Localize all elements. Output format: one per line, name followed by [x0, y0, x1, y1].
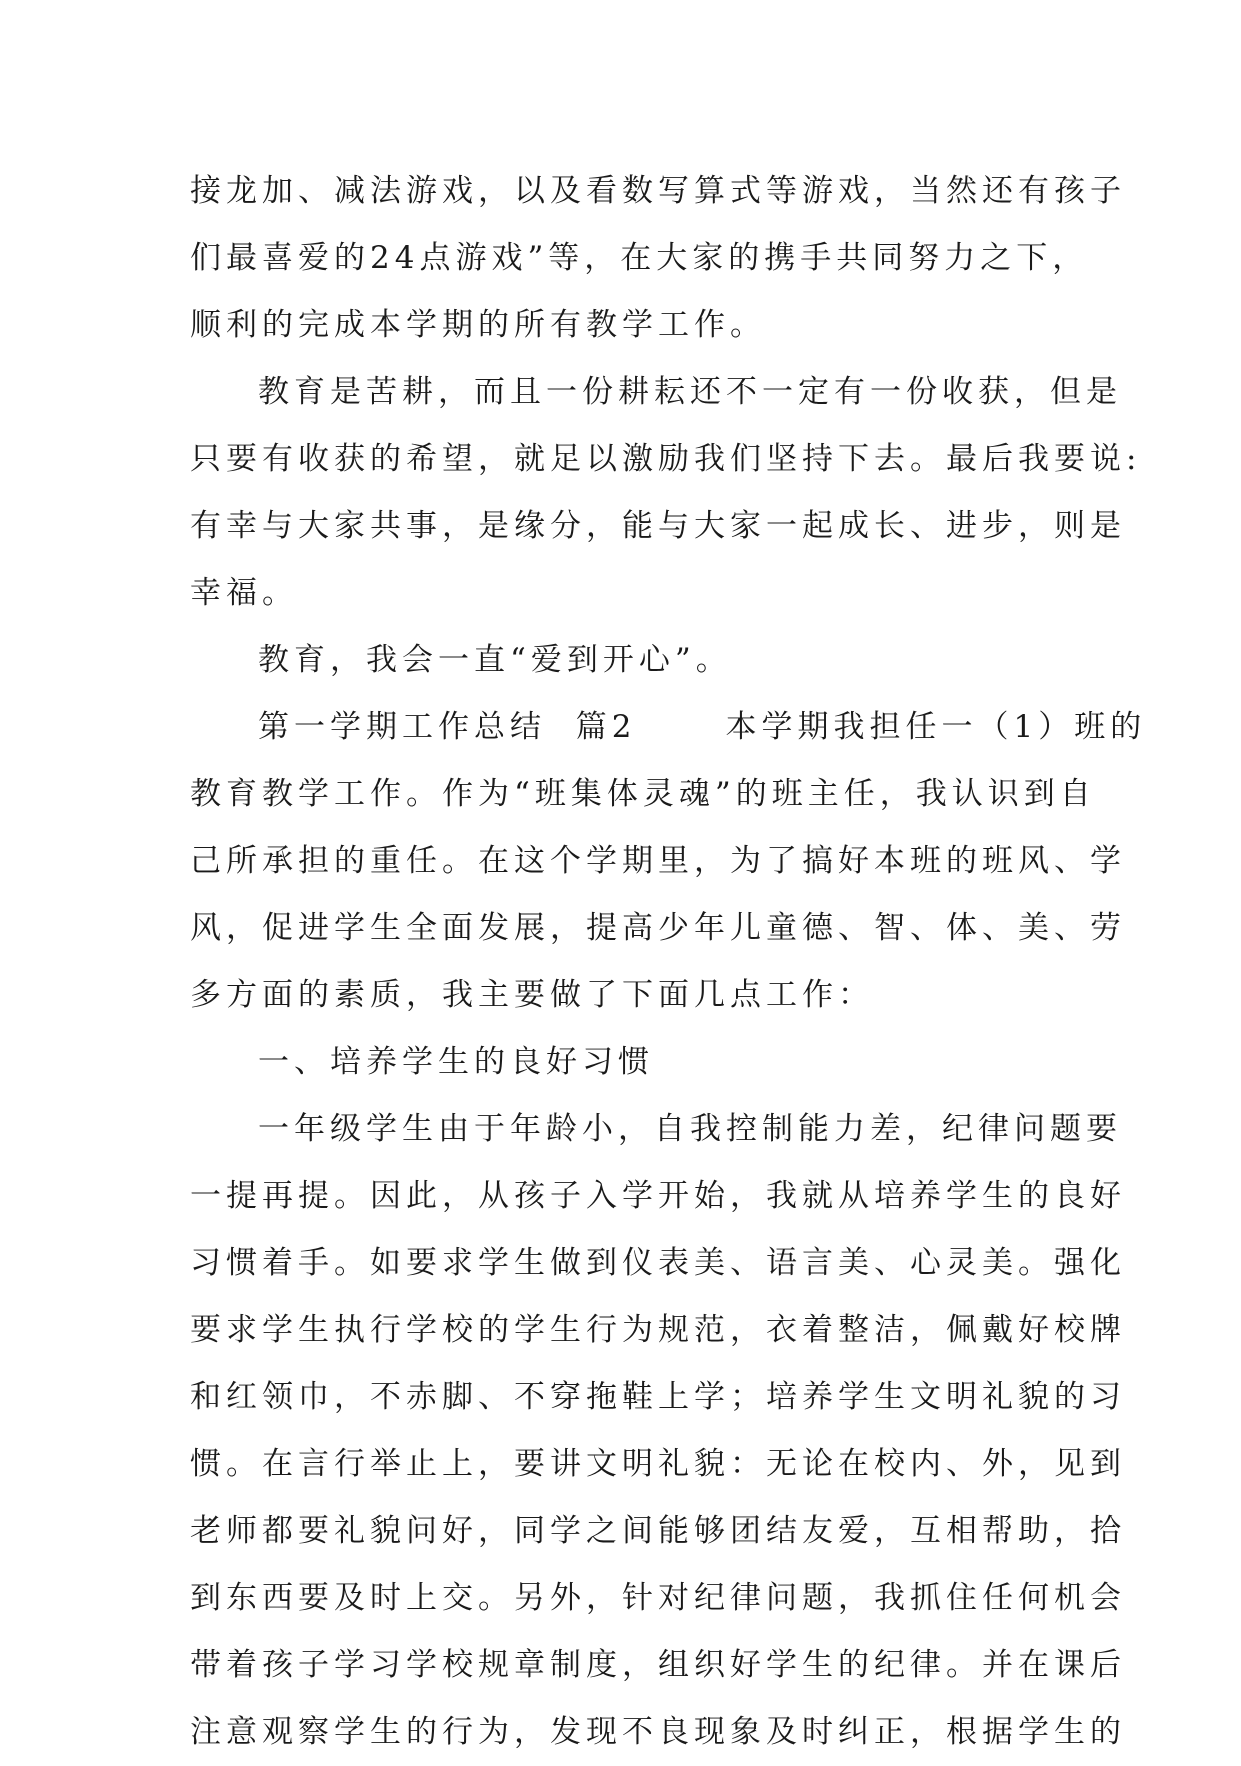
section-heading-line: 第一学期工作总结 篇2 本学期我担任一（1）班的	[258, 709, 1147, 745]
text-line: 一提再提。因此，从孩子入学开始，我就从培养学生的良好	[190, 1178, 1126, 1214]
paragraph-first-line: 教育，我会一直“爱到开心”。	[258, 642, 732, 678]
text-line: 们最喜爱的24点游戏”等，在大家的携手共同努力之下，	[190, 240, 1089, 276]
text-line: 习惯着手。如要求学生做到仪表美、语言美、心灵美。强化	[190, 1245, 1126, 1281]
text-line: 带着孩子学习学校规章制度，组织好学生的纪律。并在课后	[190, 1647, 1126, 1683]
paragraph-first-line: 教育是苦耕，而且一份耕耘还不一定有一份收获，但是	[258, 374, 1122, 410]
text-line: 有幸与大家共事，是缘分，能与大家一起成长、进步，则是	[190, 508, 1126, 544]
text-line: 到东西要及时上交。另外，针对纪律问题，我抓住任何机会	[190, 1580, 1126, 1616]
text-line: 接龙加、减法游戏，以及看数写算式等游戏，当然还有孩子	[190, 173, 1126, 209]
document-body	[190, 158, 1147, 1766]
text-line: 要求学生执行学校的学生行为规范，衣着整洁，佩戴好校牌	[190, 1312, 1126, 1348]
text-line: 风，促进学生全面发展，提高少年儿童德、智、体、美、劳	[190, 910, 1126, 946]
text-line: 惯。在言行举止上，要讲文明礼貌：无论在校内、外，见到	[190, 1446, 1126, 1482]
text-line: 己所承担的重任。在这个学期里，为了搞好本班的班风、学	[190, 843, 1126, 879]
text-line: 只要有收获的希望，就足以激励我们坚持下去。最后我要说:	[190, 441, 1142, 477]
text-line: 注意观察学生的行为，发现不良现象及时纠正，根据学生的	[190, 1714, 1126, 1750]
text-line: 和红领巾，不赤脚、不穿拖鞋上学；培养学生文明礼貌的习	[190, 1379, 1126, 1415]
subheading: 一、培养学生的良好习惯	[258, 1044, 654, 1080]
text-line: 多方面的素质，我主要做了下面几点工作：	[190, 977, 874, 1013]
text-line: 教育教学工作。作为“班集体灵魂”的班主任，我认识到自	[190, 776, 1096, 812]
text-line: 老师都要礼貌问好，同学之间能够团结友爱，互相帮助，拾	[190, 1513, 1126, 1549]
text-line: 幸福。	[190, 575, 298, 611]
paragraph-first-line: 一年级学生由于年龄小，自我控制能力差，纪律问题要	[258, 1111, 1122, 1147]
text-line: 顺利的完成本学期的所有教学工作。	[190, 307, 766, 343]
